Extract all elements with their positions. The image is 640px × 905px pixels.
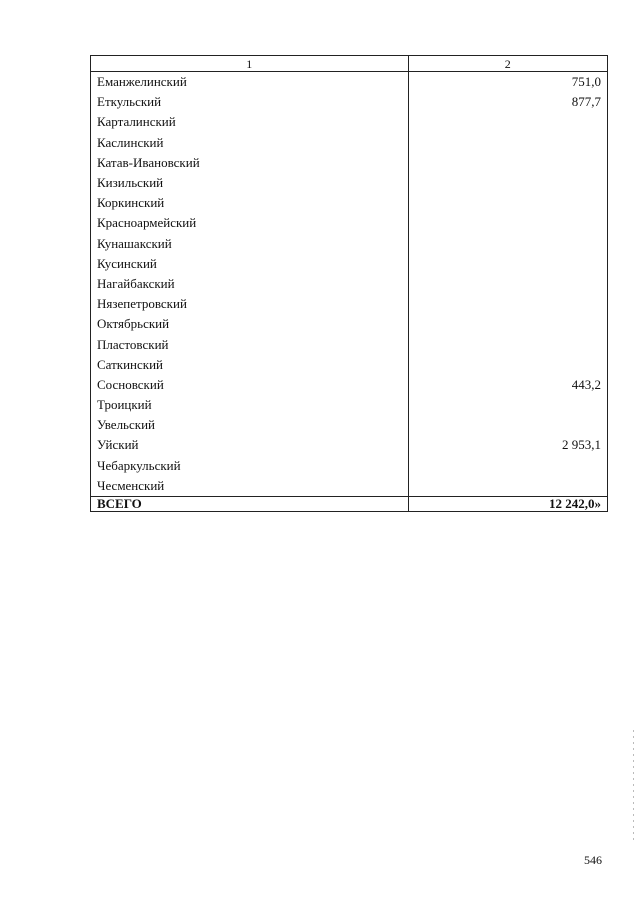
district-name: Саткинский	[91, 355, 409, 375]
district-name: Чесменский	[91, 476, 409, 497]
district-value: 877,7	[408, 92, 607, 112]
district-name: Кусинский	[91, 254, 409, 274]
table-row	[91, 234, 608, 254]
district-value	[408, 395, 607, 415]
district-value	[408, 112, 607, 132]
table-row	[91, 456, 608, 476]
table-row	[91, 173, 608, 193]
district-value	[408, 153, 607, 173]
district-name: Красноармейский	[91, 213, 409, 233]
district-value	[408, 234, 607, 254]
district-value	[408, 193, 607, 213]
district-name: Пластовский	[91, 334, 409, 354]
district-table	[90, 55, 608, 512]
district-value: 2 953,1	[408, 435, 607, 455]
table-row	[91, 476, 608, 497]
table-row	[91, 334, 608, 354]
table-row	[91, 112, 608, 132]
table-row	[91, 153, 608, 173]
table-row	[91, 254, 608, 274]
district-name: Каслинский	[91, 133, 409, 153]
district-value: 751,0	[408, 72, 607, 93]
column-header-2: 2	[408, 56, 607, 72]
table-row	[91, 213, 608, 233]
district-value	[408, 415, 607, 435]
district-name: Кунашакский	[91, 234, 409, 254]
total-value: 12 242,0»	[408, 496, 607, 511]
district-value	[408, 355, 607, 375]
district-name: Карталинский	[91, 112, 409, 132]
table-row	[91, 133, 608, 153]
district-name: Увельский	[91, 415, 409, 435]
scan-edge-mark	[633, 730, 634, 840]
district-value	[408, 334, 607, 354]
district-value	[408, 476, 607, 497]
district-name: Еткульский	[91, 92, 409, 112]
total-label: ВСЕГО	[91, 496, 409, 511]
table-row	[91, 395, 608, 415]
district-name: Коркинский	[91, 193, 409, 213]
page-number: 546	[584, 853, 602, 867]
table-row	[91, 193, 608, 213]
district-name: Уйский	[91, 435, 409, 455]
district-name: Сосновский	[91, 375, 409, 395]
district-value: 443,2	[408, 375, 607, 395]
district-name: Чебаркульский	[91, 456, 409, 476]
district-name: Троицкий	[91, 395, 409, 415]
district-value	[408, 294, 607, 314]
district-name: Нязепетровский	[91, 294, 409, 314]
district-name: Нагайбакский	[91, 274, 409, 294]
district-value	[408, 456, 607, 476]
district-name: Октябрьский	[91, 314, 409, 334]
table-row	[91, 294, 608, 314]
district-value	[408, 274, 607, 294]
table-row	[91, 274, 608, 294]
district-value	[408, 213, 607, 233]
table-row	[91, 314, 608, 334]
table-row	[91, 375, 608, 395]
district-value	[408, 173, 607, 193]
district-name: Катав-Ивановский	[91, 153, 409, 173]
table-row	[91, 435, 608, 455]
table-body	[91, 72, 608, 512]
total-row	[91, 496, 608, 511]
table-row	[91, 92, 608, 112]
table-row	[91, 355, 608, 375]
district-name: Кизильский	[91, 173, 409, 193]
district-value	[408, 133, 607, 153]
district-name: Еманжелинский	[91, 72, 409, 93]
district-value	[408, 254, 607, 274]
table-row	[91, 72, 608, 93]
district-value	[408, 314, 607, 334]
table-header-row	[91, 56, 608, 72]
table-row	[91, 415, 608, 435]
column-header-1: 1	[91, 56, 409, 72]
